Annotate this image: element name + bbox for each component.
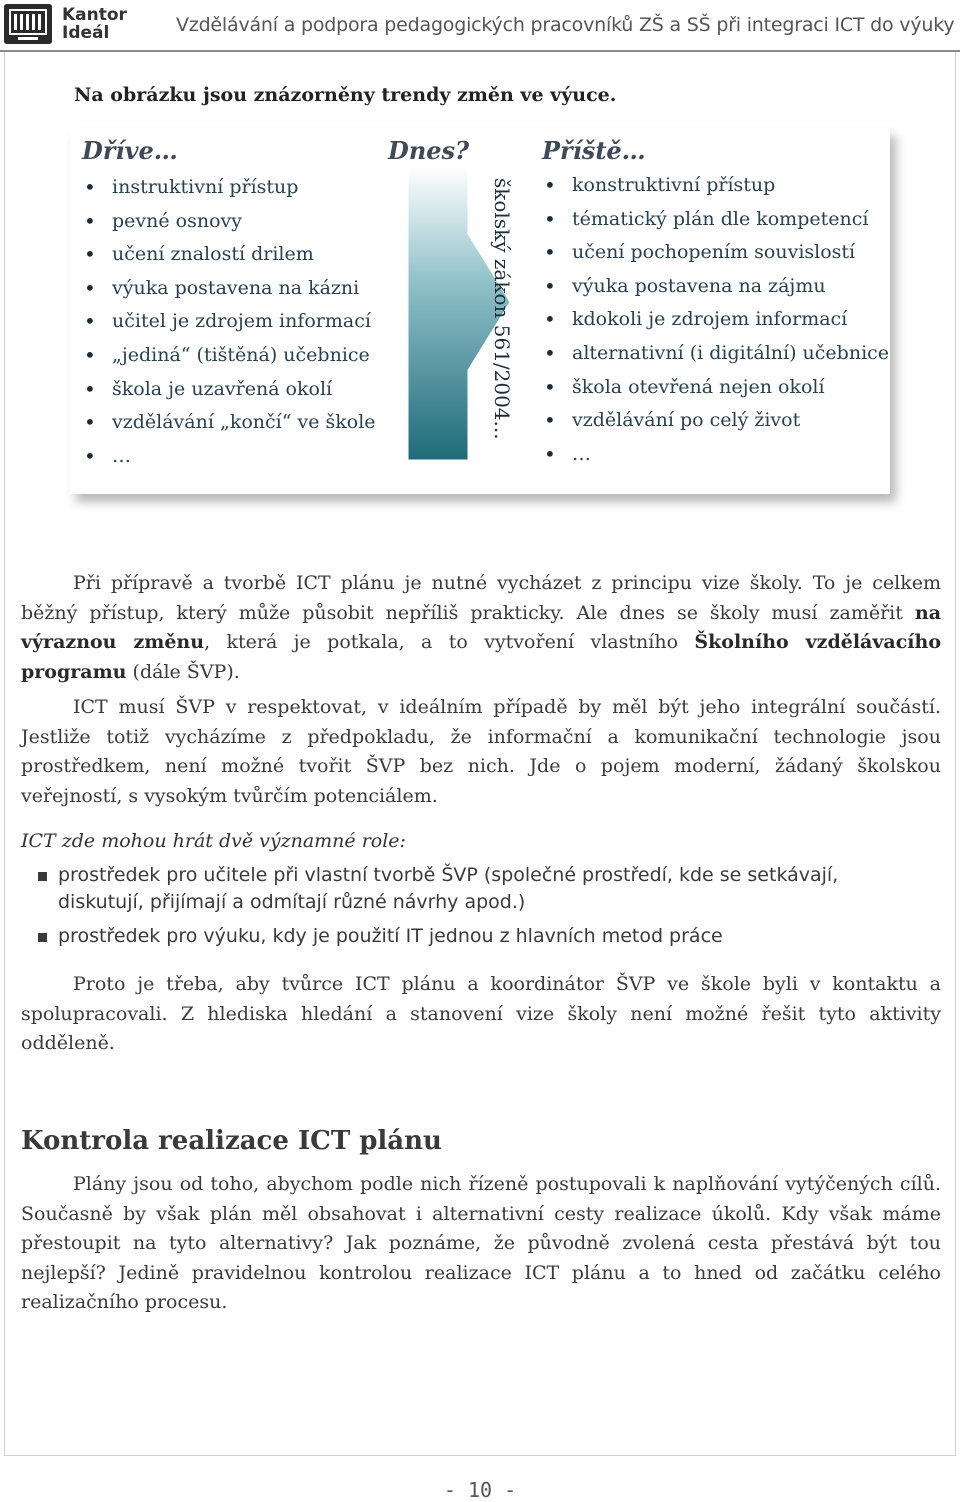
next-heading: Příště…: [542, 136, 646, 165]
list-item: [542, 270, 889, 304]
square-bullet-icon: [38, 933, 47, 942]
bullet-dot-icon: •: [544, 441, 556, 466]
bullet-dot-icon: •: [544, 173, 556, 197]
list-item: [82, 171, 376, 205]
list-item: [82, 305, 376, 339]
list-item-text: učení znalostí drilem: [112, 243, 314, 266]
next-list: [542, 169, 889, 471]
kantor-ideal-logo-icon: [4, 4, 52, 44]
list-item-text: vzdělávání „končí“ ve škole: [112, 411, 376, 434]
arrow-text: školský zákon 561/2004...: [490, 178, 514, 440]
bullet-dot-icon: •: [544, 374, 556, 399]
header-title: Vzdělávání a podpora pedagogických pracovníků ZŠ a SŠ při integraci ICT do výuky: [176, 14, 955, 36]
bullet-dot-icon: •: [544, 307, 556, 332]
paragraph-1-bold-1: na výraznou změnu: [21, 601, 941, 653]
list-item-text: pevné osnovy: [112, 209, 242, 232]
list-item: [82, 440, 376, 474]
list-item-text: kdokoli je zdrojem informací: [572, 308, 848, 331]
list-item-text: škola je uzavřená okolí: [112, 377, 333, 400]
list-item: [82, 238, 376, 272]
list-item-text: učení pochopením souvislostí: [572, 241, 856, 264]
page-header: [0, 0, 960, 48]
section-paragraph: [21, 1170, 941, 1318]
list-item-text: …: [112, 444, 131, 467]
bullet-dot-icon: •: [84, 175, 96, 199]
list-item: [542, 303, 889, 337]
list-item-text: tématický plán dle kompetencí: [572, 207, 869, 230]
logo-wordmark: [62, 6, 142, 42]
list-item: [82, 339, 376, 373]
list-item: [82, 272, 376, 306]
trends-figure: [70, 128, 890, 494]
roles-title: ICT zde mohou hrát dvě významné role:: [21, 830, 406, 852]
list-item-text: konstruktivní přístup: [572, 174, 776, 196]
bullet-dot-icon: •: [84, 342, 96, 367]
list-item-text: výuka postavena na zájmu: [572, 274, 826, 297]
paragraph-2-text: ICT musí ŠVP v respektovat, v ideálním případě by měl být jeho integrální součástí. Jestliže totiž vycházíme z předpokladu, že informační a komunikační technologie jsou prostředkem, není možné tvořit ŠVP bez nich. Jde o pojem moderní, žádaný školskou veřejností, s vysokým tvůrčím potenciálem.: [21, 696, 941, 807]
bullet-dot-icon: •: [544, 206, 556, 231]
bullet-dot-icon: •: [84, 242, 96, 267]
list-item: [542, 169, 889, 203]
role-item-2: [38, 923, 918, 950]
list-item-text: učitel je zdrojem informací: [112, 310, 371, 333]
bullet-dot-icon: •: [84, 309, 96, 334]
list-item: [542, 371, 889, 405]
bullet-dot-icon: •: [84, 376, 96, 401]
square-bullet-icon: [38, 872, 47, 881]
list-item-text: …: [572, 442, 591, 465]
paragraph-1-b: , která je potkala, a to vytvoření vlastního: [204, 631, 695, 653]
paragraph-3-text: Proto je třeba, aby tvůrce ICT plánu a koordinátor ŠVP ve škole byli v kontaktu a spolupracovali. Z hlediska hledání a stanovení vize školy není možné řešit tyto aktivity odděleně.: [21, 973, 941, 1054]
paragraph-1: [21, 569, 941, 687]
list-item: [542, 404, 889, 438]
before-heading: Dříve…: [82, 136, 178, 165]
bullet-dot-icon: •: [84, 443, 96, 468]
bullet-dot-icon: •: [544, 240, 556, 265]
before-list: [82, 171, 376, 473]
list-item: [82, 205, 376, 239]
list-item-text: škola otevřená nejen okolí: [572, 375, 825, 398]
logo-line-1: Kantor: [62, 5, 127, 25]
role-item-1-text: prostředek pro učitele při vlastní tvorbě ŠVP (společné prostředí, kde se setkávají, diskutují, přijímají a odmítají různé návrhy apod.): [58, 864, 839, 913]
list-item: [542, 337, 889, 371]
bullet-dot-icon: •: [84, 208, 96, 233]
logo-line-2: Ideál: [62, 23, 110, 43]
role-item-2-text: prostředek pro výuku, kdy je použití IT jednou z hlavních metod práce: [58, 925, 723, 947]
list-item-text: alternativní (i digitální) učebnice: [572, 341, 890, 364]
list-item: [542, 236, 889, 270]
bullet-dot-icon: •: [544, 408, 556, 433]
list-item: [82, 373, 376, 407]
paragraph-1-bold-2: Školního vzdělávacího programu: [21, 631, 941, 683]
paragraph-3: [21, 970, 941, 1059]
list-item-text: „jediná“ (tištěná) učebnice: [112, 343, 370, 366]
list-item: [82, 406, 376, 440]
section-title: Kontrola realizace ICT plánu: [21, 1126, 442, 1156]
page-number: - 10 -: [443, 1478, 517, 1502]
now-heading: Dnes?: [388, 136, 470, 165]
paragraph-2: [21, 693, 941, 811]
list-item-text: instruktivní přístup: [112, 176, 299, 198]
list-item-text: vzdělávání po celý život: [572, 409, 801, 432]
list-item: [542, 203, 889, 237]
paragraph-1-a: Při přípravě a tvorbě ICT plánu je nutné vycházet z principu vize školy. To je celkem běžný přístup, který může působit nepříliš prakticky. Ale dnes se školy musí zaměřit: [21, 572, 941, 624]
list-item-text: výuka postavena na kázni: [112, 276, 360, 299]
bullet-dot-icon: •: [84, 410, 96, 435]
bullet-dot-icon: •: [544, 340, 556, 365]
section-paragraph-text: Plány jsou od toho, abychom podle nich řízeně postupovali k naplňování vytýčených cílů. Současně by však plán měl obsahovat i alternativní cesty realizace úkolů. Kdy však máme přestoupit na tyto alternativy? Jak poznáme, že původně zvolená cesta přestává být tou nejlepší? Jedině pravidelnou kontrolou realizace ICT plánu a to hned od začátku celého realizačního procesu.: [21, 1173, 941, 1313]
figure-caption: Na obrázku jsou znázorněny trendy změn ve výuce.: [74, 84, 617, 106]
list-item: [542, 438, 889, 472]
bullet-dot-icon: •: [84, 275, 96, 300]
bullet-dot-icon: •: [544, 273, 556, 298]
paragraph-1-c: (dále ŠVP).: [126, 660, 240, 683]
role-item-1: [38, 862, 918, 916]
